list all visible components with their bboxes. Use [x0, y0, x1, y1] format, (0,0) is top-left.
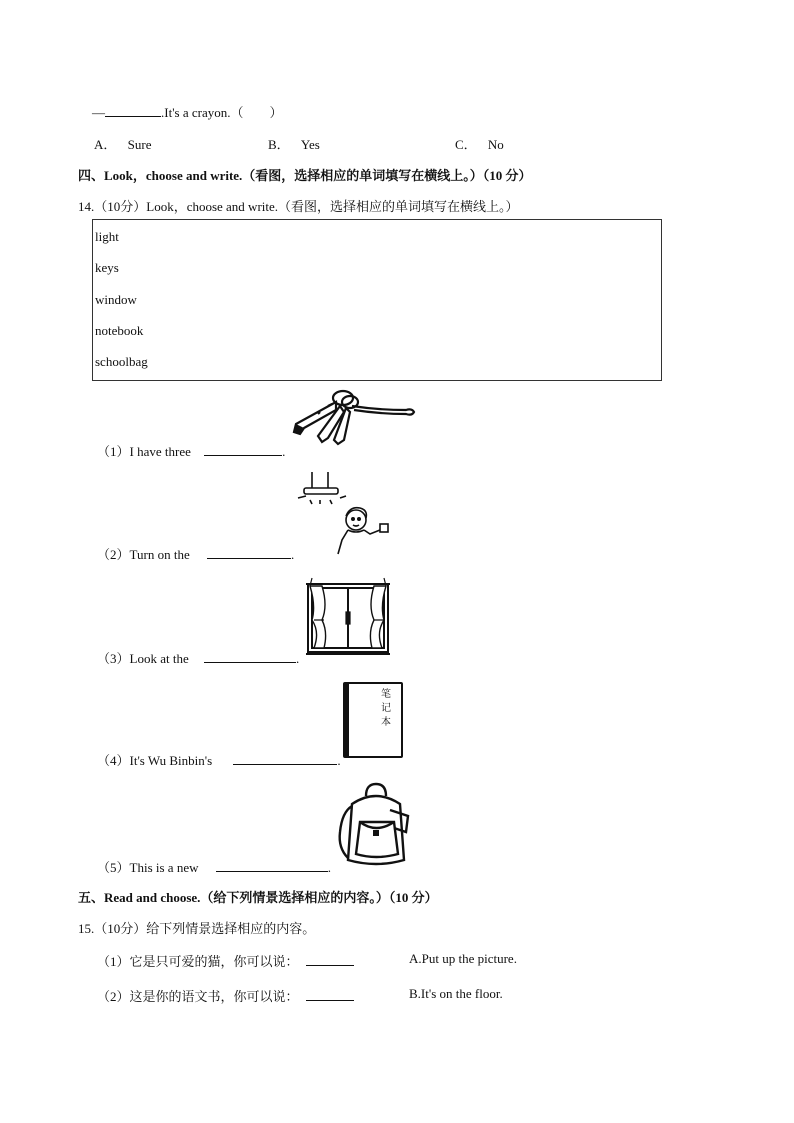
word-bank-item: schoolbag — [95, 354, 148, 369]
q13-option-c[interactable] — [455, 134, 504, 153]
option-letter: C． — [455, 137, 477, 152]
option-text: No — [487, 137, 504, 152]
option-text: Sure — [127, 137, 152, 152]
option-letter: A． — [94, 137, 117, 152]
answer-blank[interactable] — [204, 441, 282, 456]
q15-item-1: （1）它是只可爱的猫，你可以说： — [97, 951, 354, 970]
answer-blank[interactable] — [306, 986, 354, 1001]
q14-item-4: （4）It's Wu Binbin's . — [97, 750, 341, 769]
word-bank-item: window — [95, 292, 137, 307]
notebook-cover-text: 笔记本 — [381, 689, 391, 728]
q14-item-1: （1）I have three . — [97, 441, 285, 460]
answer-blank[interactable] — [306, 951, 354, 966]
answer-blank[interactable] — [105, 102, 161, 117]
notebook-picture — [343, 682, 403, 758]
window-picture — [302, 576, 394, 658]
q15-stem: 15.（10分）给下列情景选择相应的内容。 — [78, 921, 316, 936]
q14-stem: 14.（10分）Look，choose and write.（看图，选择相应的单词填写在横线上。） — [78, 199, 519, 214]
q15-option-b: B.It's on the floor. — [409, 986, 503, 1001]
option-letter: B． — [268, 137, 290, 152]
q14-item-5: （5）This is a new . — [97, 857, 331, 876]
q15-item-2: （2）这是你的语文书，你可以说： — [97, 986, 354, 1005]
section-4-heading: 四、Look，choose and write.（看图，选择相应的单词填写在横线上。）（10 分） — [78, 168, 532, 183]
q14-item-2: （2）Turn on the . — [97, 544, 294, 563]
q13-stem: — .It's a crayon.（ ） — [92, 102, 282, 121]
answer-blank[interactable] — [233, 750, 337, 765]
section-5-heading: 五、Read and choose.（给下列情景选择相应的内容。）（10 分） — [78, 890, 438, 905]
q14-item-3: （3）Look at the . — [97, 648, 299, 667]
q13-option-b[interactable] — [268, 134, 320, 153]
light-switch-picture — [298, 470, 398, 558]
answer-blank[interactable] — [204, 648, 296, 663]
schoolbag-picture — [332, 782, 416, 868]
notebook-pages-edge — [401, 686, 403, 756]
word-bank-item: light — [95, 229, 119, 244]
q13-option-a[interactable] — [94, 134, 151, 153]
answer-blank[interactable] — [216, 857, 328, 872]
notebook-spine — [345, 684, 349, 756]
keys-picture — [288, 386, 418, 446]
option-text: Yes — [300, 137, 320, 152]
word-bank-item: notebook — [95, 323, 144, 338]
q15-option-a: A.Put up the picture. — [409, 951, 517, 966]
word-bank-box — [92, 219, 662, 381]
word-bank-item: keys — [95, 260, 119, 275]
answer-blank[interactable] — [207, 544, 291, 559]
